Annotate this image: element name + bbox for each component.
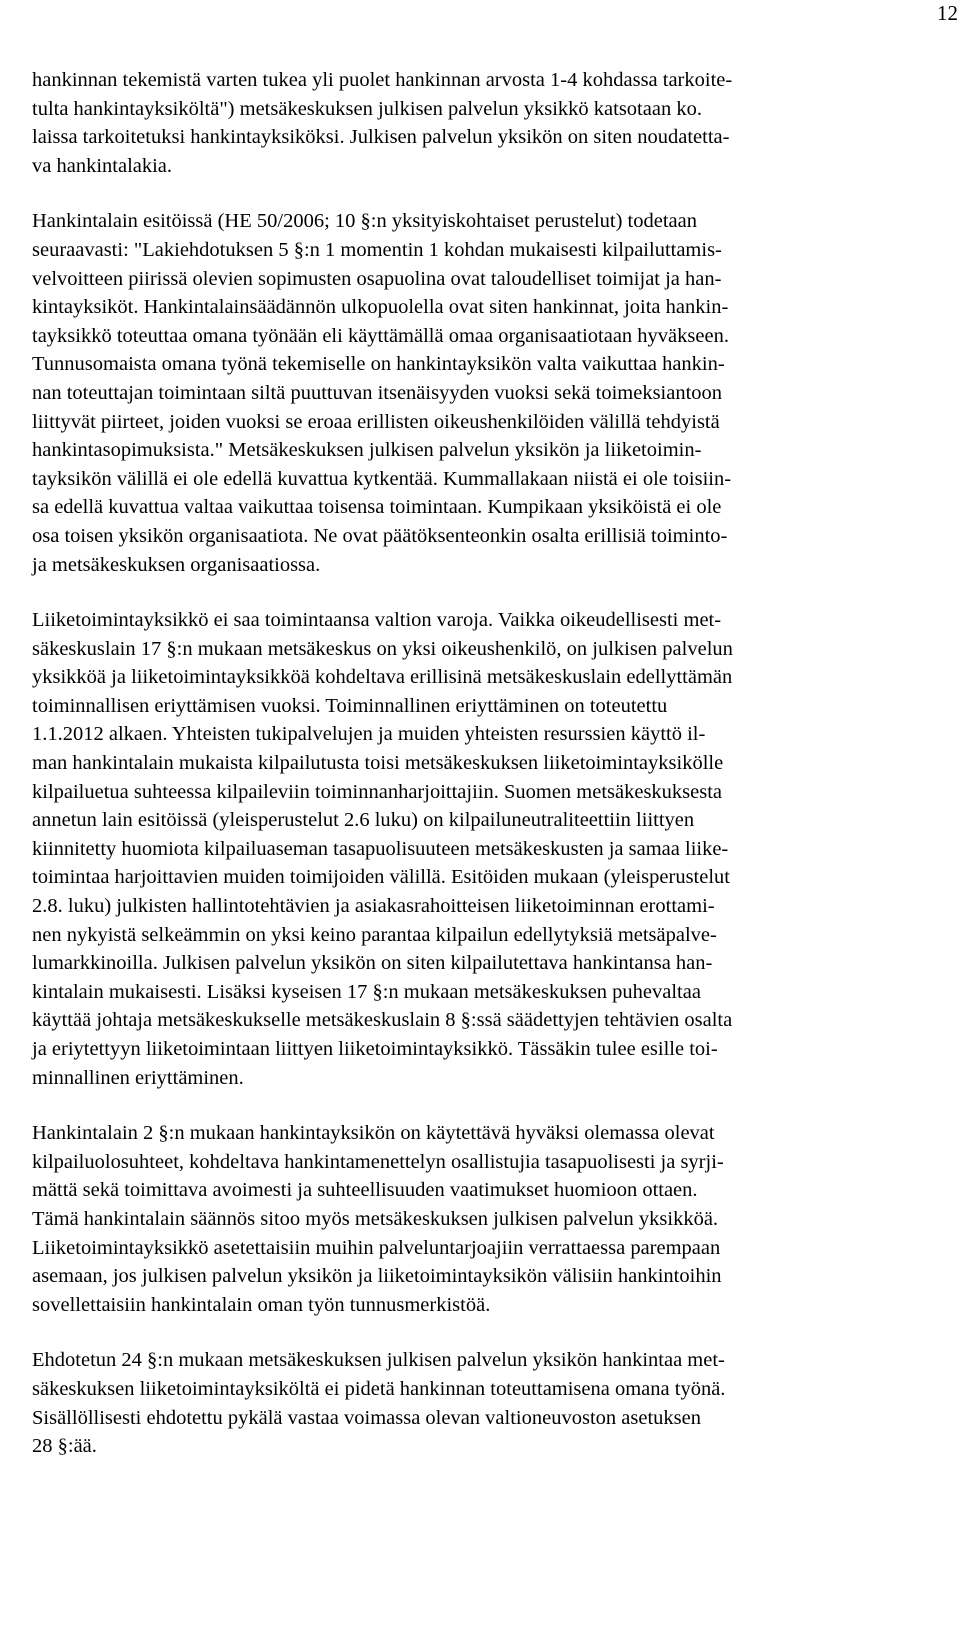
text-line: lumarkkinoilla. Julkisen palvelun yksikön on siten kilpailutettava hankintansa han- (32, 952, 713, 975)
text-line: Tämä hankintalain säännös sitoo myös metsäkeskuksen julkisen palvelun yksikköä. (32, 1207, 719, 1230)
text-line: 28 §:ää. (32, 1435, 97, 1458)
text-line: ja metsäkeskuksen organisaatiossa. (32, 553, 321, 576)
text-line: säkeskuslain 17 §:n mukaan metsäkeskus on yksi oikeushenkilö, on julkisen palvelun (32, 637, 733, 660)
text-line: 2.8. luku) julkisten hallintotehtävien ja asiakasrahoitteisen liiketoiminnan erottami- (32, 895, 715, 918)
paragraph (32, 1119, 928, 1319)
page-number: 12 (937, 1, 958, 25)
text-line: Ehdotetun 24 §:n mukaan metsäkeskuksen julkisen palvelun yksikön hankintaa met- (32, 1349, 725, 1372)
paragraph (32, 66, 928, 180)
text-line: tayksikön välillä ei ole edellä kuvattua kytkentää. Kummallakaan niistä ei ole toisiin- (32, 467, 732, 490)
text-line: minnallinen eriyttäminen. (32, 1066, 244, 1089)
text-line: toimintaa harjoittavien muiden toimijoiden välillä. Esitöiden mukaan (yleisperustelut (32, 866, 730, 889)
text-line: kilpailuolosuhteet, kohdeltava hankintamenettelyn osallistujia tasapuolisesti ja syrji- (32, 1150, 724, 1173)
text-line: asemaan, jos julkisen palvelun yksikön ja liiketoimintayksikön välisiin hankintoihin (32, 1265, 722, 1288)
text-line: sa edellä kuvattua valtaa vaikuttaa toisensa toimintaan. Kumpikaan yksiköistä ei ole (32, 496, 722, 519)
text-line: säkeskuksen liiketoimintayksiköltä ei pidetä hankinnan toteuttamisena omana työnä. (32, 1377, 726, 1400)
document-body (32, 66, 928, 1461)
text-line: Liiketoimintayksikkö ei saa toimintaansa valtion varoja. Vaikka oikeudellisesti met- (32, 609, 722, 632)
text-line: tayksikkö toteuttaa omana työnään eli käyttämällä omaa organisaatiotaan hyväkseen. (32, 324, 729, 347)
text-line: Hankintalain esitöissä (HE 50/2006; 10 §:n yksityiskohtaiset perustelut) todetaan (32, 210, 697, 233)
text-line: kiinnitetty huomiota kilpailuaseman tasapuolisuuteen metsäkeskusten ja samaa liike- (32, 837, 729, 860)
text-line: hankintasopimuksista." Metsäkeskuksen julkisen palvelun yksikön ja liiketoimin- (32, 439, 702, 462)
text-line: ja eriytettyyn liiketoimintaan liittyen liiketoimintayksikkö. Tässäkin tulee esille toi- (32, 1038, 718, 1060)
text-line: Sisällöllisesti ehdotettu pykälä vastaa voimassa olevan valtioneuvoston asetuksen (32, 1406, 701, 1429)
text-line: käyttää johtaja metsäkeskukselle metsäkeskuslain 8 §:ssä säädettyjen tehtävien osalta (32, 1009, 733, 1032)
text-line: sovellettaisiin hankintalain oman työn tunnusmerkistöä. (32, 1293, 491, 1316)
text-line: liittyvät piirteet, joiden vuoksi se eroaa erillisten oikeushenkilöiden välillä tehdyistä (32, 410, 720, 433)
text-line: man hankintalain mukaista kilpailutusta toisi metsäkeskuksen liiketoimintayksikölle (32, 752, 724, 775)
text-line: nen nykyistä selkeämmin on yksi keino parantaa kilpailun edellytyksiä metsäpalve- (32, 923, 717, 946)
text-line: kintayksiköt. Hankintalainsäädännön ulkopuolella ovat siten hankinnat, joita hankin- (32, 296, 729, 319)
text-line: Hankintalain 2 §:n mukaan hankintayksikön on käytettävä hyväksi olemassa olevat (32, 1122, 715, 1145)
text-line: Liiketoimintayksikkö asetettaisiin muihin palveluntarjoajiin verrattaessa parempaan (32, 1236, 721, 1259)
text-line: mättä sekä toimittava avoimesti ja suhteellisuuden vaatimukset huomioon ottaen. (32, 1179, 698, 1202)
text-line: hankinnan tekemistä varten tukea yli puolet hankinnan arvosta 1-4 kohdassa tarkoite- (32, 69, 733, 91)
text-line: toiminnallisen eriyttämisen vuoksi. Toiminnallinen eriyttäminen on toteutettu (32, 694, 668, 717)
text-line: osa toisen yksikön organisaatiota. Ne ovat päätöksenteonkin osalta erillisiä toiminto- (32, 524, 728, 547)
text-line: velvoitteen piirissä olevien sopimusten osapuolina ovat taloudelliset toimijat ja han- (32, 267, 722, 290)
text-line: va hankintalakia. (32, 154, 173, 177)
text-line: laissa tarkoitetuksi hankintayksiköksi. Julkisen palvelun yksikön on siten noudatetta- (32, 126, 730, 149)
text-line: nan toteuttajan toimintaan siltä puuttuvan itsenäisyyden vuoksi sekä toimeksiantoon (32, 381, 723, 404)
paragraph (32, 207, 928, 579)
text-line: yksikköä ja liiketoimintayksikköä kohdeltava erillisinä metsäkeskuslain edellyttämän (32, 666, 733, 689)
text-line: kilpailuetua suhteessa kilpaileviin toiminnanharjoittajiin. Suomen metsäkeskuksesta (32, 780, 723, 803)
text-line: kintalain mukaisesti. Lisäksi kyseisen 17 §:n mukaan metsäkeskuksen puhevaltaa (32, 980, 701, 1003)
text-line: annetun lain esitöissä (yleisperustelut 2.6 luku) on kilpailuneutraliteettiin liittyen (32, 809, 695, 832)
text-line: tulta hankintayksiköltä") metsäkeskuksen julkisen palvelun yksikkö katsotaan ko. (32, 97, 702, 120)
paragraph (32, 606, 928, 1092)
paragraph (32, 1346, 928, 1460)
text-line: Tunnusomaista omana työnä tekemiselle on hankintayksikön valta vaikuttaa hankin- (32, 353, 725, 376)
text-line: seuraavasti: "Lakiehdotuksen 5 §:n 1 momentin 1 kohdan mukaisesti kilpailuttamis- (32, 238, 722, 261)
text-line: 1.1.2012 alkaen. Yhteisten tukipalvelujen ja muiden yhteisten resurssien käyttö il- (32, 723, 706, 746)
